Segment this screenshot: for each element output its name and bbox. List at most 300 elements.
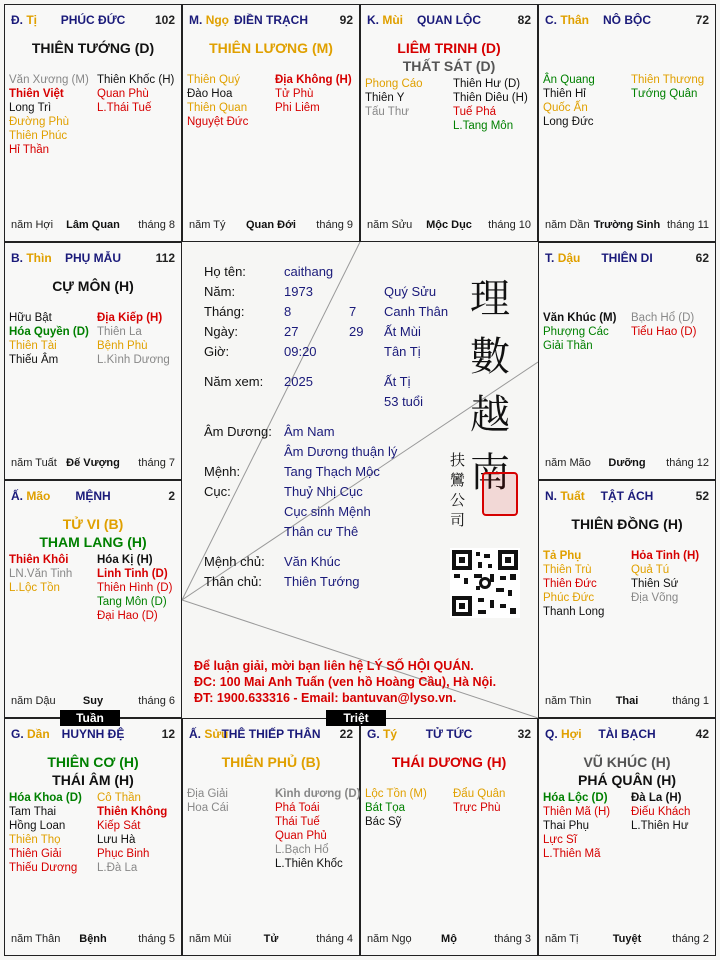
palace-branch: Ngọ — [205, 13, 230, 27]
palace-mui[interactable] — [360, 4, 538, 242]
minor-star: Hóa Quyền (D) — [9, 326, 89, 338]
palace-house-name: TẬT ÁCH — [600, 489, 654, 503]
palace-header — [545, 251, 709, 267]
minor-star: Phong Cáo — [365, 78, 423, 90]
hour-label: Giờ: — [204, 344, 230, 359]
minor-star: LN.Văn Tinh — [9, 568, 73, 580]
palace-ty[interactable] — [360, 718, 538, 956]
palace-footer — [367, 933, 531, 947]
footer-month: tháng 11 — [666, 219, 709, 231]
view-year-label: Năm xem: — [204, 374, 264, 389]
footer-year: năm Hợi — [11, 219, 54, 231]
month-canchi: Canh Thân — [384, 304, 449, 319]
minor-star: L.Thiên Khốc — [275, 858, 343, 870]
minor-stars-left — [187, 73, 248, 129]
than-cu-note: Thân cư Thê — [284, 524, 359, 539]
minor-star: Phục Binh — [97, 848, 150, 860]
palace-stem: K. — [367, 13, 379, 27]
minor-star: Điếu Khách — [631, 806, 691, 818]
palace-house-name: PHỤ MẪU — [65, 251, 121, 265]
minor-star: Thiên Khôi — [9, 554, 69, 566]
minor-star: Hỏa Tinh (H) — [631, 550, 700, 562]
menhchu-value: Văn Khúc — [284, 554, 341, 569]
palace-stem: Q. — [545, 727, 558, 741]
palace-footer — [367, 219, 531, 233]
major-stars — [5, 277, 181, 295]
palace-house-name: HUYNH ĐỆ — [61, 727, 125, 741]
palace-house-name: THIÊN DI — [601, 251, 653, 265]
minor-star: Thiên Phúc — [9, 130, 68, 142]
palace-number: 62 — [695, 251, 709, 265]
footer-phase: Suy — [82, 695, 104, 707]
minor-stars-left — [9, 311, 89, 367]
minor-star: Hữu Bật — [9, 312, 52, 324]
minor-stars-left — [365, 787, 427, 829]
palace-footer — [545, 933, 709, 947]
cuc-label: Cục: — [204, 484, 231, 499]
minor-stars-right — [631, 549, 699, 605]
minor-star: Đà La (H) — [631, 792, 682, 804]
cuc-value: Thuỷ Nhị Cục — [284, 484, 363, 499]
palace-branch: Dần — [27, 727, 50, 741]
footer-phase: Đế Vượng — [66, 457, 120, 469]
palace-stem: Ấ. — [189, 727, 201, 741]
footer-month: tháng 10 — [488, 219, 531, 231]
palace-stem: C. — [545, 13, 557, 27]
minor-star: Quốc Ấn — [543, 102, 588, 114]
palace-number: 72 — [695, 13, 709, 27]
minor-star: Đại Hao (D) — [97, 610, 158, 622]
minor-star: Hỉ Thần — [9, 144, 50, 156]
contact-address: ĐC: 100 Mai Anh Tuấn (ven hồ Hoàng Cầu), Hà Nội. — [194, 675, 497, 689]
major-star: THẤT SÁT (D) — [402, 58, 496, 74]
menh-value: Tang Thạch Mộc — [284, 464, 380, 479]
major-star: TỬ VI (B) — [62, 516, 124, 532]
minor-star: L.Bạch Hổ — [275, 844, 329, 856]
minor-star: Thiên Việt — [9, 88, 64, 100]
footer-month: tháng 4 — [316, 933, 353, 945]
minor-star: Hóa Kị (H) — [97, 554, 153, 566]
minor-star: Thiên Thọ — [9, 834, 61, 846]
palace-mao[interactable] — [4, 480, 182, 718]
contact-line-1: Để luận giải, mời bạn liên hệ LÝ SỐ HỘI QUÁN. — [194, 659, 474, 673]
footer-month: tháng 7 — [138, 457, 175, 469]
thanchu-value: Thiên Tướng — [284, 574, 360, 589]
minor-star: Tang Môn (D) — [97, 596, 167, 608]
amduong-value: Âm Nam — [284, 424, 335, 439]
major-star: PHÁ QUÂN (H) — [578, 772, 676, 788]
minor-star: Hồng Loan — [9, 820, 66, 832]
year-canchi: Quý Sửu — [384, 284, 437, 299]
footer-month: tháng 8 — [138, 219, 175, 231]
major-star: VŨ KHÚC (H) — [583, 754, 671, 770]
palace-header — [545, 727, 709, 743]
footer-year: năm Mùi — [189, 933, 232, 945]
palace-branch: Hợi — [561, 727, 582, 741]
age-value: 53 tuổi — [384, 394, 424, 409]
palace-number: 32 — [517, 727, 531, 741]
major-star: CỰ MÔN (H) — [52, 278, 134, 294]
footer-month: tháng 9 — [316, 219, 353, 231]
minor-star: Thiên Hư (D) — [453, 78, 521, 90]
footer-year: năm Tý — [189, 219, 226, 231]
minor-stars-right — [453, 77, 528, 133]
major-star: THIÊN CƠ (H) — [47, 754, 139, 770]
minor-star: Thiên Y — [365, 92, 405, 104]
palace-branch: Tị — [26, 13, 38, 27]
palace-dau[interactable] — [538, 242, 716, 480]
minor-star: Thiên Tài — [9, 340, 57, 352]
minor-star: Lưu Hà — [97, 834, 136, 846]
minor-star: Địa Không (H) — [275, 74, 352, 86]
palace-header — [11, 727, 175, 743]
minor-star: Long Đức — [543, 116, 594, 128]
minor-star: Thiên Trù — [543, 564, 592, 576]
minor-star: L.Thiên Hư — [631, 820, 689, 832]
major-star: LIÊM TRINH (D) — [397, 40, 501, 56]
palace-suu[interactable] — [182, 718, 360, 956]
palace-stem: B. — [11, 251, 23, 265]
minor-star: Thiên Đức — [543, 578, 597, 590]
minor-star: Quan Phủ — [275, 830, 327, 842]
footer-month: tháng 5 — [138, 933, 175, 945]
day-label: Ngày: — [204, 324, 238, 339]
minor-star: L.Kình Dương — [97, 354, 170, 366]
contact-block[interactable] — [194, 658, 496, 706]
minor-star: Phượng Các — [543, 326, 609, 338]
minor-stars-right — [275, 787, 360, 871]
minor-star: Thiếu Âm — [9, 354, 59, 366]
year-value: 1973 — [284, 284, 313, 299]
palace-house-name: QUAN LỘC — [417, 13, 481, 27]
footer-phase: Lâm Quan — [66, 219, 120, 231]
cuc-note: Cục sinh Mệnh — [284, 504, 371, 519]
minor-star: Thiên Mã (H) — [543, 806, 611, 818]
major-stars — [5, 753, 181, 789]
palace-number: 82 — [517, 13, 531, 27]
minor-stars-right — [631, 73, 704, 101]
minor-stars-right — [97, 791, 167, 875]
minor-stars-left — [9, 553, 72, 595]
palace-number: 22 — [339, 727, 353, 741]
footer-phase: Dưỡng — [608, 457, 646, 469]
minor-stars-right — [631, 311, 696, 339]
minor-star: L.Tang Môn — [453, 120, 514, 132]
triet-tag: Triệt — [326, 710, 386, 726]
amduong-note: Âm Dương thuận lý — [284, 444, 398, 459]
palace-number: 52 — [695, 489, 709, 503]
footer-phase: Mộ — [441, 933, 457, 945]
palace-ti[interactable] — [4, 4, 182, 242]
minor-star: Thai Phụ — [543, 820, 590, 832]
footer-phase: Tử — [263, 933, 279, 945]
major-star: THIÊN ĐỒNG (H) — [571, 516, 683, 532]
minor-stars-right — [275, 73, 352, 115]
major-stars — [361, 753, 537, 771]
minor-star: Tấu Thư — [365, 106, 409, 118]
minor-stars-right — [97, 73, 174, 115]
minor-stars-left — [543, 311, 616, 353]
minor-star: Thái Tuế — [275, 816, 320, 828]
minor-stars-right — [97, 311, 170, 367]
palace-footer — [189, 219, 353, 233]
palace-number: 112 — [155, 251, 175, 265]
minor-star: Phi Liêm — [275, 102, 320, 114]
center-info-panel — [182, 242, 538, 718]
minor-star: Văn Khúc (M) — [543, 312, 617, 324]
month-lunar: 7 — [349, 304, 357, 319]
minor-stars-right — [97, 553, 172, 623]
minor-star: Tam Thai — [9, 806, 57, 818]
minor-stars-left — [365, 77, 423, 119]
footer-month: tháng 2 — [672, 933, 709, 945]
minor-star: Lực Sĩ — [543, 834, 577, 846]
palace-header — [545, 13, 709, 29]
minor-star: Bệnh Phù — [97, 340, 148, 352]
minor-star: Bác Sỹ — [365, 816, 402, 828]
palace-house-name: THÊ THIẾP THÂN — [221, 727, 321, 741]
minor-star: Đào Hoa — [187, 88, 233, 100]
footer-phase: Quan Đới — [246, 219, 296, 231]
minor-star: L.Lộc Tồn — [9, 582, 60, 594]
palace-footer — [189, 933, 353, 947]
minor-star: Thiên Không — [97, 806, 168, 818]
footer-month: tháng 1 — [672, 695, 709, 707]
footer-month: tháng 6 — [138, 695, 175, 707]
footer-month: tháng 12 — [666, 457, 709, 469]
minor-stars-right — [453, 787, 505, 815]
month-value: 8 — [284, 304, 292, 319]
palace-house-name: TỬ TỨC — [425, 727, 473, 741]
minor-stars-left — [9, 73, 89, 157]
minor-star: Thiên Diêu (H) — [453, 92, 528, 104]
palace-house-name: MỆNH — [75, 489, 111, 503]
minor-star: Thiếu Dương — [9, 862, 78, 874]
palace-stem: N. — [545, 489, 557, 503]
minor-star: Long Trì — [9, 102, 52, 114]
footer-year: năm Dần — [545, 219, 590, 231]
major-stars — [361, 39, 537, 75]
footer-year: năm Thìn — [545, 695, 592, 707]
hour-value: 09:20 — [284, 344, 317, 359]
palace-number: 12 — [161, 727, 175, 741]
palace-thin[interactable] — [4, 242, 182, 480]
minor-star: Thanh Long — [543, 606, 605, 618]
palace-branch: Mão — [26, 489, 51, 503]
view-year-value: 2025 — [284, 374, 313, 389]
year-label: Năm: — [204, 284, 236, 299]
footer-year: năm Tị — [545, 933, 579, 945]
minor-star: Thiên Sứ — [631, 578, 679, 590]
name-label: Họ tên: — [204, 264, 246, 279]
palace-stem: Đ. — [11, 13, 23, 27]
palace-header — [367, 727, 531, 743]
major-star: THAM LANG (H) — [39, 534, 147, 550]
minor-star: Thiên Khốc (H) — [97, 74, 175, 86]
palace-branch: Mùi — [382, 13, 404, 27]
minor-star: Hóa Khoa (D) — [9, 792, 82, 804]
minor-star: Quan Phù — [97, 88, 149, 100]
footer-year: năm Thân — [11, 933, 61, 945]
amduong-label: Âm Dương: — [204, 424, 272, 439]
minor-star: Nguyệt Đức — [187, 116, 249, 128]
footer-year: năm Sửu — [367, 219, 413, 231]
minor-stars-left — [543, 549, 604, 619]
palace-hoi[interactable] — [538, 718, 716, 956]
major-star: THIÊN PHỦ (B) — [221, 754, 321, 770]
minor-star: Tử Phù — [275, 88, 314, 100]
palace-footer — [11, 219, 175, 233]
minor-star: Cô Thần — [97, 792, 141, 804]
minor-stars-left — [187, 787, 229, 815]
major-stars — [5, 515, 181, 551]
palace-branch: Thìn — [26, 251, 52, 265]
minor-star: Thiên Giải — [9, 848, 62, 860]
palace-header — [545, 489, 709, 505]
minor-star: Trực Phù — [453, 802, 501, 814]
palace-house-name: PHÚC ĐỨC — [60, 13, 126, 27]
footer-phase: Mộc Dục — [426, 219, 472, 231]
major-stars — [539, 753, 715, 789]
palace-footer — [545, 695, 709, 709]
minor-star: Đẩu Quân — [453, 788, 506, 800]
minor-star: Kiếp Sát — [97, 820, 141, 832]
minor-star: Quả Tú — [631, 564, 670, 576]
palace-ngo[interactable] — [182, 4, 360, 242]
major-star: THIÊN LƯƠNG (M) — [209, 40, 333, 56]
palace-house-name: TÀI BẠCH — [598, 727, 656, 741]
calligraphy-small: 扶鸞公司 — [450, 451, 466, 529]
palace-header — [11, 13, 175, 29]
palace-stem: T. — [545, 251, 555, 265]
minor-star: Thiên Thương — [631, 74, 705, 86]
footer-phase: Trường Sinh — [593, 219, 661, 231]
minor-star: Phúc Đức — [543, 592, 595, 604]
menh-label: Mệnh: — [204, 464, 241, 479]
major-stars — [183, 39, 359, 57]
minor-star: Tả Phụ — [543, 550, 582, 562]
footer-month: tháng 3 — [494, 933, 531, 945]
palace-header — [367, 13, 531, 29]
minor-star: Địa Giải — [187, 788, 228, 800]
palace-number: 102 — [154, 13, 175, 27]
palace-stem: G. — [11, 727, 24, 741]
minor-star: Ân Quang — [543, 74, 595, 86]
palace-branch: Tuất — [560, 489, 585, 503]
major-stars — [539, 515, 715, 533]
minor-star: Lộc Tồn (M) — [365, 788, 427, 800]
palace-branch: Dậu — [557, 251, 581, 265]
minor-star: Hoa Cái — [187, 802, 229, 814]
red-seal-icon — [482, 472, 518, 516]
minor-star: Thiên Hỉ — [543, 88, 586, 100]
minor-star: Bát Tọa — [365, 802, 406, 814]
minor-star: Kình dương (D) — [275, 788, 361, 800]
footer-year: năm Ngọ — [367, 933, 412, 945]
minor-star: Linh Tinh (D) — [97, 568, 168, 580]
month-label: Tháng: — [204, 304, 245, 319]
minor-stars-left — [543, 791, 610, 861]
footer-year: năm Mão — [545, 457, 591, 469]
minor-star: Hóa Lộc (D) — [543, 792, 608, 804]
footer-year: năm Tuất — [11, 457, 57, 469]
calligraphy-logo: 理數越南 — [470, 276, 510, 496]
palace-branch: Sửu — [204, 727, 229, 741]
minor-star: Thiên La — [97, 326, 142, 338]
day-lunar: 29 — [349, 324, 364, 339]
palace-number: 92 — [339, 13, 353, 27]
minor-star: L.Thiên Mã — [543, 848, 601, 860]
footer-phase: Thai — [615, 695, 639, 707]
minor-star: Đường Phù — [9, 116, 69, 128]
minor-star: Địa Kiếp (H) — [97, 312, 163, 324]
major-star: THIÊN TƯỚNG (D) — [31, 40, 155, 56]
minor-stars-left — [9, 791, 82, 875]
footer-phase: Tuyệt — [612, 933, 642, 945]
palace-header — [11, 251, 175, 267]
minor-star: Thiên Quý — [187, 74, 241, 86]
minor-star: Tuế Phá — [453, 106, 497, 118]
qr-code-icon[interactable] — [450, 548, 520, 618]
major-stars — [183, 753, 359, 771]
minor-star: Địa Võng — [631, 592, 679, 604]
palace-branch: Thân — [560, 13, 590, 27]
footer-phase: Bệnh — [79, 933, 107, 945]
palace-footer — [11, 695, 175, 709]
palace-stem: Ấ. — [11, 489, 23, 503]
palace-tuat[interactable] — [538, 480, 716, 718]
palace-stem: G. — [367, 727, 380, 741]
minor-star: Tiểu Hao (D) — [631, 326, 697, 338]
minor-star: Phá Toái — [275, 802, 320, 814]
palace-footer — [545, 219, 709, 233]
minor-star: Thiên Quan — [187, 102, 248, 114]
thanchu-label: Thân chủ: — [204, 574, 262, 589]
minor-star: Thiên Hình (D) — [97, 582, 173, 594]
palace-header — [11, 489, 175, 505]
minor-star: Văn Xương (M) — [9, 74, 89, 86]
minor-star: L.Đà La — [97, 862, 138, 874]
palace-stem: M. — [189, 13, 203, 27]
palace-than[interactable] — [538, 4, 716, 242]
palace-branch: Tý — [383, 727, 398, 741]
major-stars — [5, 39, 181, 57]
palace-footer — [11, 933, 175, 947]
menhchu-label: Mệnh chủ: — [204, 554, 265, 569]
palace-header — [189, 727, 353, 743]
footer-year: năm Dậu — [11, 695, 56, 707]
palace-footer — [545, 457, 709, 471]
hour-canchi: Tân Tị — [384, 344, 421, 359]
name-value: caithang — [284, 264, 334, 279]
palace-house-name: ĐIỀN TRẠCH — [234, 13, 308, 27]
minor-star: Giải Thần — [543, 340, 593, 352]
palace-number: 42 — [695, 727, 709, 741]
view-year-canchi: Ất Tị — [384, 374, 411, 389]
palace-footer — [11, 457, 175, 471]
minor-star: Tướng Quân — [631, 88, 698, 100]
minor-star: Bạch Hổ (D) — [631, 312, 695, 324]
palace-number: 2 — [168, 489, 175, 503]
day-value: 27 — [284, 324, 299, 339]
major-star: THÁI ÂM (H) — [52, 772, 134, 788]
contact-phone-email[interactable]: ĐT: 1900.633316 - Email: bantuvan@lyso.vn. — [194, 691, 457, 705]
palace-dan[interactable] — [4, 718, 182, 956]
palace-header — [189, 13, 353, 29]
major-star: THÁI DƯƠNG (H) — [391, 754, 507, 770]
minor-stars-left — [543, 73, 595, 129]
palace-house-name: NÔ BỘC — [603, 13, 651, 27]
